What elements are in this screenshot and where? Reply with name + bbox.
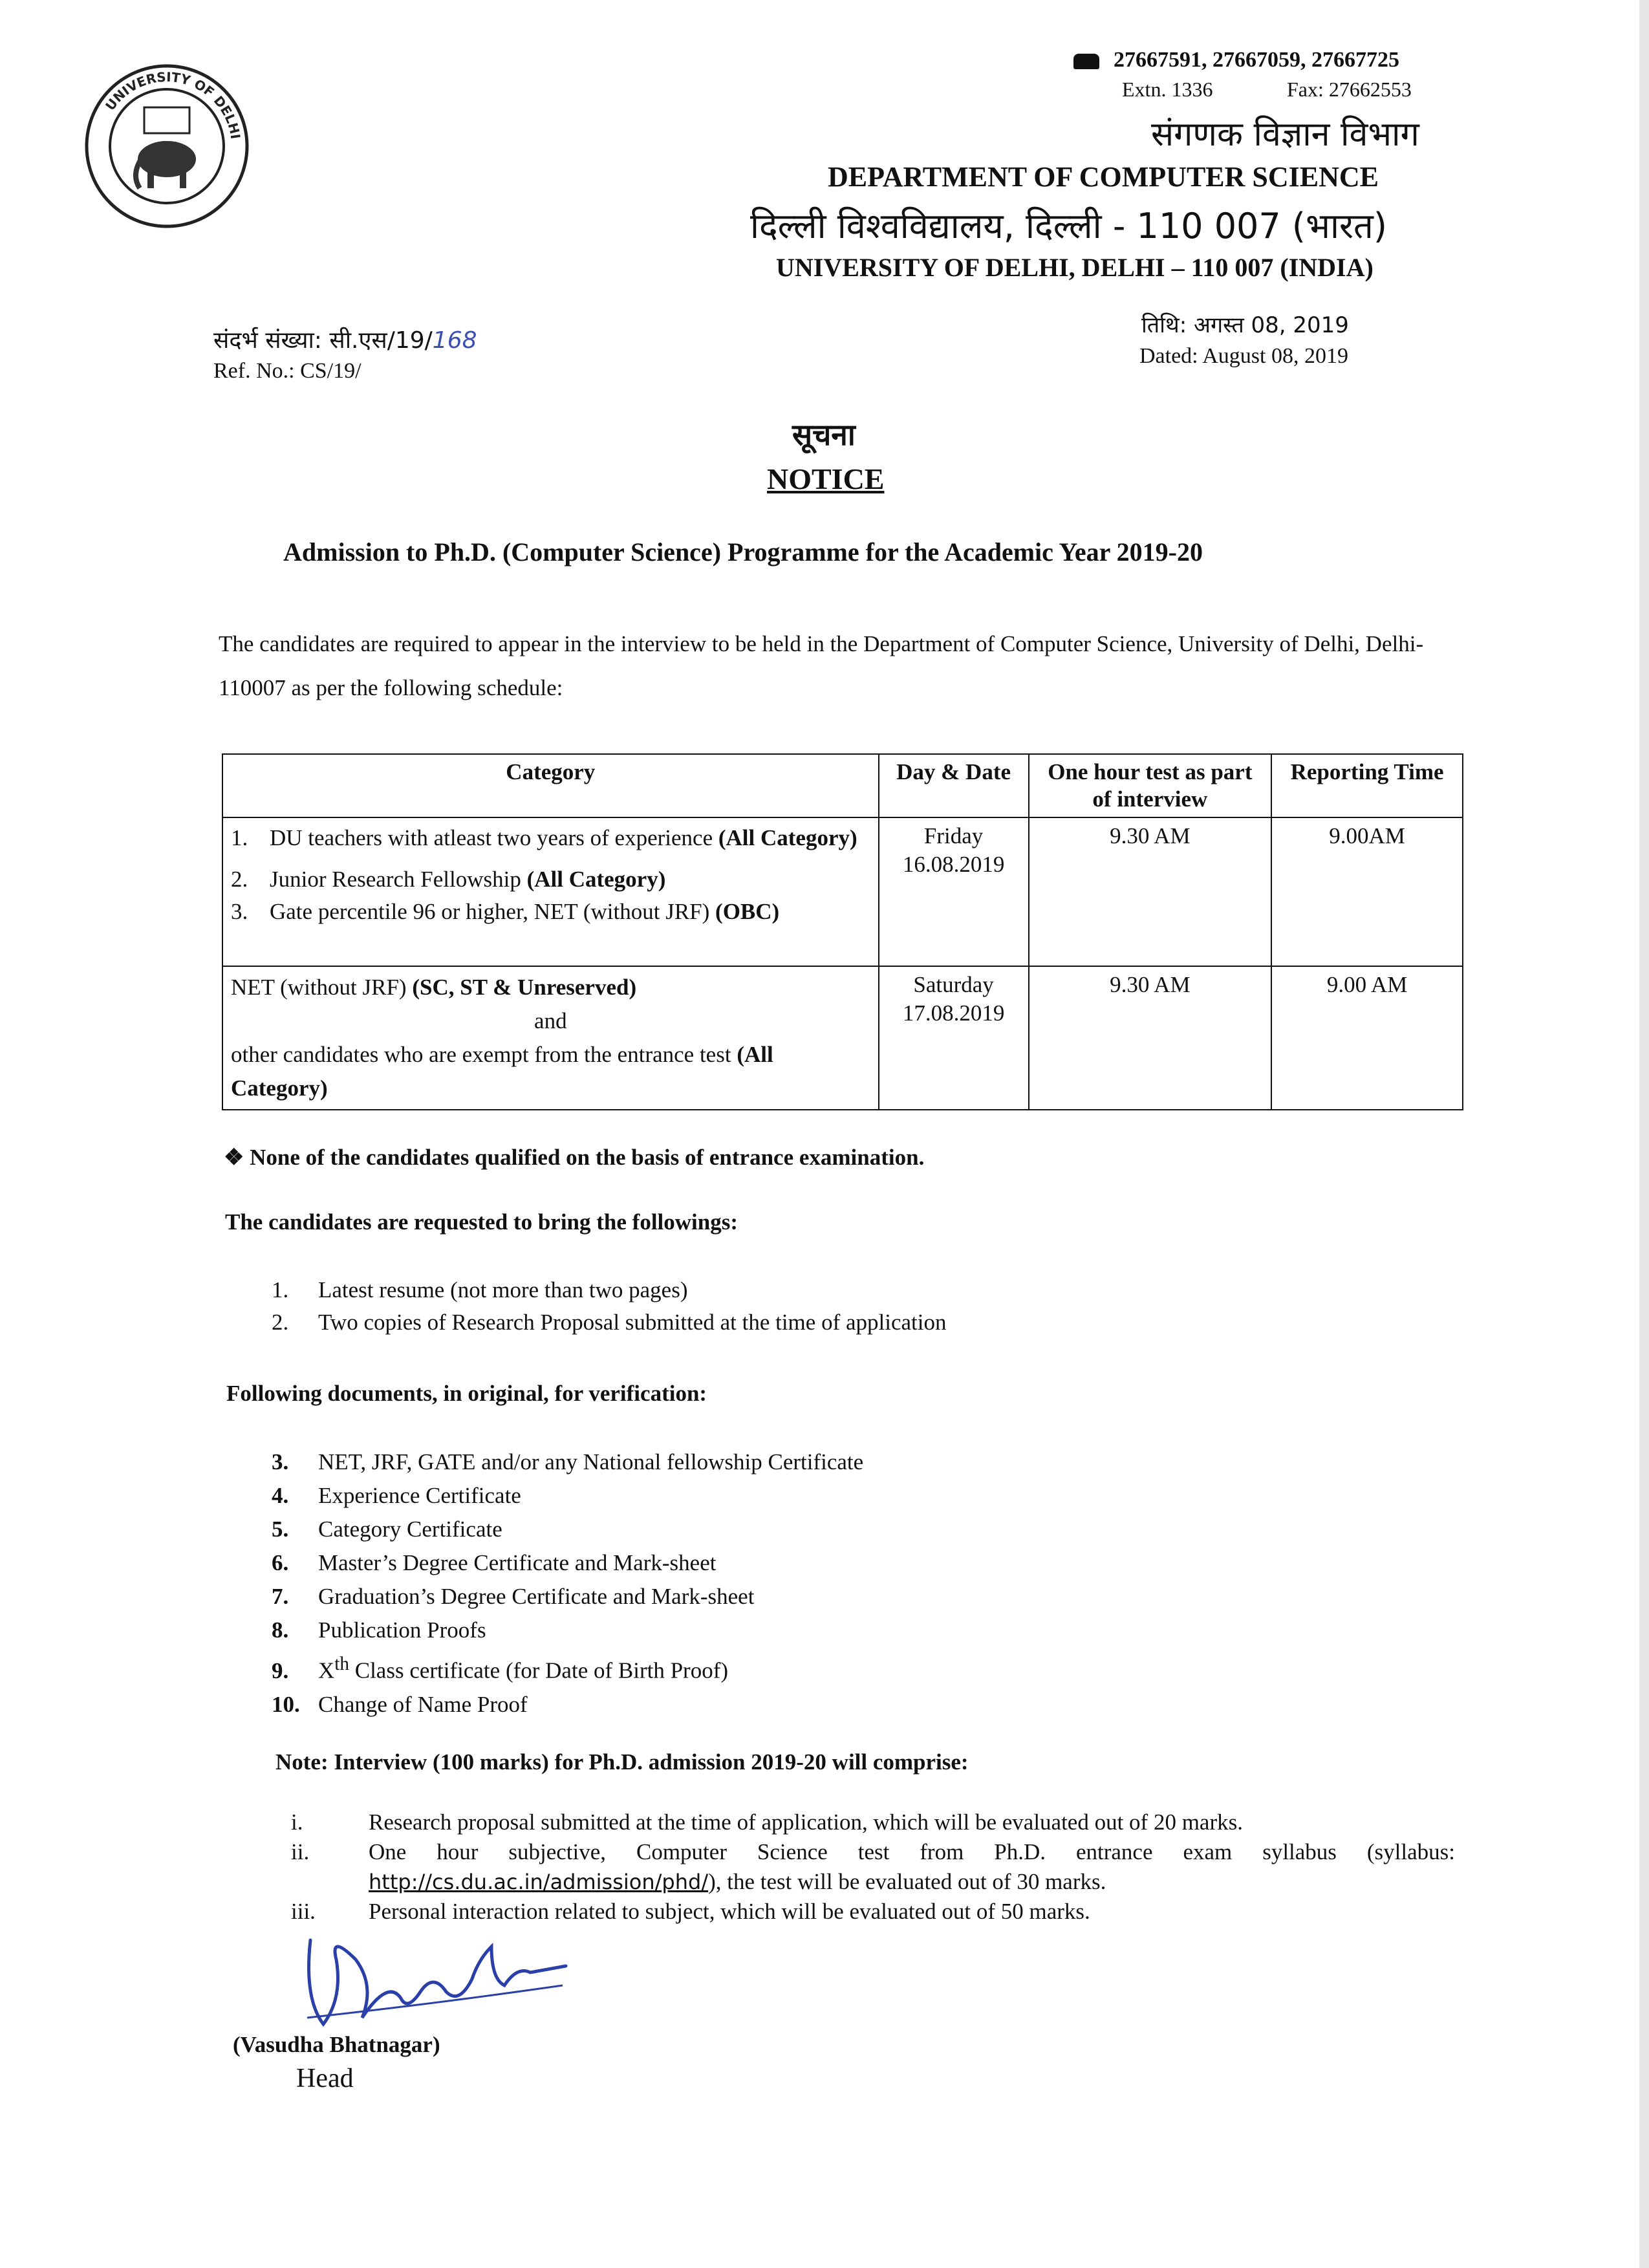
extension: Extn. 1336 [1122,78,1213,101]
date-hindi: तिथि: अगस्त 08, 2019 [1141,312,1349,338]
list-item: 4. Experience Certificate [272,1483,521,1508]
department-name: DEPARTMENT OF COMPUTER SCIENCE [828,161,1379,193]
reporting-time-cell: 9.00AM [1271,817,1463,966]
phone-numbers: 27667591, 27667059, 27667725 [1073,48,1399,72]
table-row [222,966,1463,1110]
day-date-cell: Friday 16.08.2019 [879,817,1029,966]
list-item: 8. Publication Proofs [272,1617,486,1643]
signatory-designation: Head [296,2064,354,2093]
list-item: 6. Master’s Degree Certificate and Mark-sheet [272,1550,717,1575]
reporting-time-cell: 9.00 AM [1271,966,1463,1110]
university-seal [83,62,251,230]
list-item: ii. One hour subjective, Computer Science test from Ph.D. entrance exam syllabus (syllabus: http://cs.du.ac.in/admission/phd/), the test will be evaluated out of 30 marks. [291,1839,1455,1894]
list-item: iii. Personal interaction related to subject, which will be evaluated out of 50 marks. [291,1899,1090,1924]
list-item: 2. Junior Research Fellowship (All Category) [231,867,666,892]
list-item: 2. Two copies of Research Proposal submitted at the time of application [272,1310,947,1335]
table-row [222,817,1463,966]
interview-components [291,1808,1455,1927]
notice-title-hindi: सूचना [792,417,856,452]
verification-list [272,1445,863,1722]
day-date-cell: Saturday 17.08.2019 [879,966,1029,1110]
interview-note-heading: Note: Interview (100 marks) for Ph.D. admission 2019-20 will comprise: [275,1749,969,1775]
schedule-table [222,753,1463,1110]
list-item: 1. Latest resume (not more than two pages) [272,1277,688,1302]
list-item: 5. Category Certificate [272,1517,502,1542]
intro-paragraph: The candidates are required to appear in the interview to be held in the Department of Computer Science, University of Delhi, Delhi-110007 as per the following schedule: [219,631,1424,700]
table-header-row [222,754,1463,817]
list-item: 1. DU teachers with atleast two years of experience (All Category) [231,825,857,850]
list-item: 3. Gate percentile 96 or higher, NET (without JRF) (OBC) [231,899,780,924]
category-cell: NET (without JRF) (SC, ST & Unreserved) and other candidates who are exempt from the entrance test (All Category) [222,966,879,1110]
list-item: 3. NET, JRF, GATE and/or any National fellowship Certificate [272,1449,864,1474]
header-category: Category [222,754,879,817]
list-item: 7. Graduation’s Degree Certificate and Mark-sheet [272,1584,755,1609]
reference-number: Ref. No.: CS/19/ [213,359,361,383]
university-address: UNIVERSITY OF DELHI, DELHI – 110 007 (INDIA) [776,253,1374,282]
header-test-time: One hour test as part of interview [1029,754,1272,817]
signature [297,1921,569,2044]
test-time-cell: 9.30 AM [1029,817,1272,966]
notice-title: NOTICE [767,462,885,495]
list-item: 9. Xth Class certificate (for Date of Birth Proof) [272,1654,729,1683]
department-name-hindi: संगणक विज्ञान विभाग [1151,115,1419,154]
telephone-icon [1073,54,1099,69]
scan-edge [1639,0,1649,2268]
date: Dated: August 08, 2019 [1139,344,1348,368]
category-cell [222,817,879,966]
university-address-hindi: दिल्ली विश्वविद्यालय, दिल्ली - 110 007 (भारत) [750,206,1387,246]
list-item: 10. Change of Name Proof [272,1691,528,1717]
test-time-cell: 9.30 AM [1029,966,1272,1110]
bring-heading: The candidates are requested to bring the followings: [225,1209,738,1235]
handwritten-ref: 168 [432,327,477,354]
seal-text: UNIVERSITY OF DELHI [102,69,244,140]
verification-heading: Following documents, in original, for verification: [226,1381,707,1406]
signatory-name: (Vasudha Bhatnagar) [233,2032,440,2057]
list-item: i. Research proposal submitted at the time of application, which will be evaluated out of 20 marks. [291,1809,1243,1835]
fax-number: Fax: 27662553 [1287,78,1412,101]
notice-subject: Admission to Ph.D. (Computer Science) Programme for the Academic Year 2019-20 [283,537,1203,567]
syllabus-link[interactable]: http://cs.du.ac.in/admission/phd/ [369,1870,709,1894]
header-day-date: Day & Date [879,754,1029,817]
bring-list [272,1274,946,1339]
entrance-note: ❖ None of the candidates qualified on the basis of entrance examination. [224,1145,925,1170]
reference-number-hindi: संदर्भ संख्या: सी.एस/19/168 [213,327,477,354]
header-reporting-time: Reporting Time [1271,754,1463,817]
